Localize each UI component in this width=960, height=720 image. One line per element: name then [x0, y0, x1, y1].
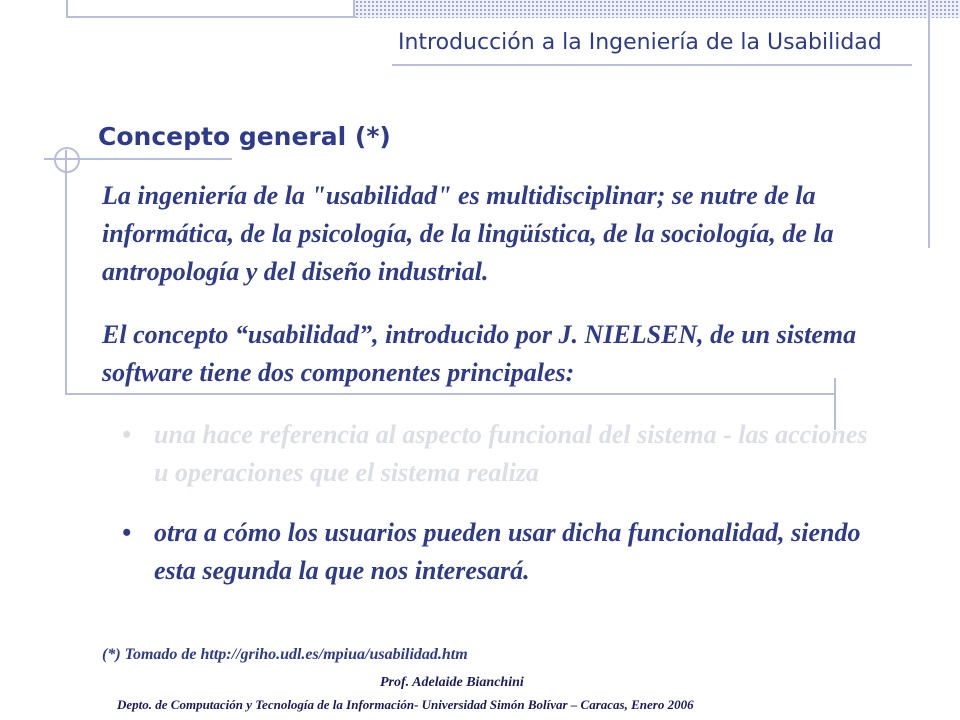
bullet-icon: •	[122, 518, 132, 547]
paragraph-multidisciplinary: La ingeniería de la "usabilidad" es multidisciplinar; se nutre de la informática, de la psicología, de la lingüística, de la sociología, de la antropología y del diseño industrial.	[102, 181, 834, 286]
decorative-horizontal-line	[66, 393, 836, 395]
decorative-horizontal-line	[66, 16, 356, 18]
list-item	[122, 514, 882, 634]
decorative-vertical-line	[65, 150, 67, 395]
footer-institution: Depto. de Computación y Tecnología de la Información- Universidad Simón Bolívar – Caracas, Enero 2006	[117, 697, 694, 712]
title-underline	[392, 64, 912, 66]
footer-author: Prof. Adelaide Bianchini	[380, 675, 524, 690]
decorative-vertical-line	[928, 0, 930, 248]
decorative-vertical-line	[353, 0, 355, 18]
slide-title: Introducción a la Ingeniería de la Usabilidad	[398, 30, 882, 55]
decorative-circle	[54, 147, 80, 173]
bullet-icon: •	[122, 420, 132, 449]
section-title: Concepto general (*)	[98, 122, 391, 151]
bullet-text-usage: otra a cómo los usuarios pueden usar dicha funcionalidad, siendo esta segunda la que nos interesará.	[154, 518, 861, 585]
paragraph-nielsen-concept: El concepto “usabilidad”, introducido por J. NIELSEN, de un sistema software tiene dos componentes principales:	[102, 320, 857, 387]
bullet-text-functional: una hace referencia al aspecto funcional del sistema - las acciones u operaciones que el sistema realiza	[154, 420, 868, 487]
decorative-dot-pattern	[355, 0, 960, 18]
source-footnote: (*) Tomado de http://griho.udl.es/mpiua/usabilidad.htm	[102, 646, 468, 663]
list-item	[122, 416, 882, 496]
